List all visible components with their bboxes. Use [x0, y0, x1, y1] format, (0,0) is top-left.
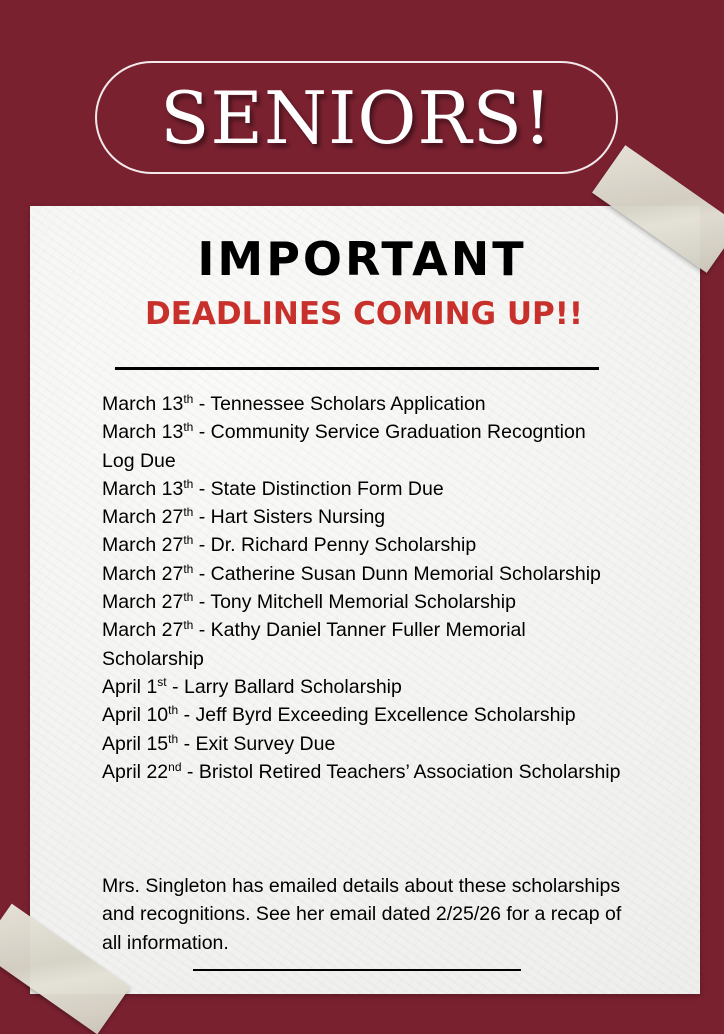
deadline-item: March 27th - Tony Mitchell Memorial Scholarship: [102, 590, 516, 614]
deadline-day: 27: [161, 562, 184, 585]
deadline-item: April 15th - Exit Survey Due: [102, 731, 336, 755]
deadline-text: Dr. Richard Penny Scholarship: [210, 534, 477, 557]
deadline-item: March 13th - Tennessee Scholars Application: [102, 392, 486, 415]
deadline-item: April 22nd - Bristol Retired Teachers’ Association Scholarship: [102, 759, 621, 783]
deadline-day: 27: [161, 591, 184, 614]
deadline-month: March: [102, 534, 157, 557]
deadline-month: March: [102, 477, 157, 500]
deadline-day: 27: [161, 506, 184, 529]
info-note: Mrs. Singleton has emailed details about these scholarships and recognitions. See her email dated 2/25/26 for a recap of all information.: [102, 875, 622, 954]
deadline-day: 27: [161, 619, 184, 642]
deadline-text: State Distinction Form Due: [210, 477, 444, 500]
deadline-day-suffix: st: [157, 674, 167, 689]
deadline-text: Larry Ballard Scholarship: [183, 675, 402, 698]
deadline-month: March: [102, 619, 157, 642]
deadline-month: April: [102, 675, 142, 698]
deadline-item: March 27th - Catherine Susan Dunn Memorial Scholarship: [102, 561, 601, 585]
deadline-item: March 13th - Community Service Graduation Recogntion Log Due: [102, 420, 586, 472]
deadline-text: Bristol Retired Teachers’ Association Scholarship: [198, 760, 621, 783]
deadline-day: 13: [161, 477, 184, 500]
deadline-month: April: [102, 704, 142, 727]
deadline-item: March 27th - Kathy Daniel Tanner Fuller Memorial Scholarship: [102, 618, 526, 670]
deadline-day-suffix: th: [168, 731, 179, 746]
deadline-day-suffix: th: [183, 618, 194, 633]
deadline-month: April: [102, 732, 142, 755]
deadline-day: 1: [146, 675, 158, 698]
deadline-text: Kathy Daniel Tanner Fuller Memorial Scholarship: [102, 619, 526, 670]
deadline-text: Exit Survey Due: [195, 732, 336, 755]
deadline-item: April 1st - Larry Ballard Scholarship: [102, 674, 402, 698]
deadline-month: March: [102, 421, 157, 444]
deadline-day-suffix: th: [183, 590, 194, 605]
deadline-item: March 13th - State Distinction Form Due: [102, 476, 444, 500]
deadline-day-suffix: th: [183, 505, 194, 520]
deadline-day-suffix: th: [183, 392, 194, 406]
deadline-item: March 27th - Dr. Richard Penny Scholarship: [102, 533, 477, 557]
deadline-day-suffix: th: [183, 561, 194, 576]
deadline-text: Jeff Byrd Exceeding Excellence Scholarship: [195, 704, 576, 727]
deadline-day-suffix: th: [183, 476, 194, 491]
deadline-day: 13: [161, 421, 184, 444]
deadline-day: 22: [146, 760, 169, 783]
deadline-month: March: [102, 562, 157, 585]
deadline-text: Hart Sisters Nursing: [210, 506, 386, 529]
title-banner: [95, 61, 618, 174]
deadline-day: 15: [146, 732, 169, 755]
heading-important: IMPORTANT: [197, 232, 527, 286]
deadline-day-suffix: nd: [168, 759, 182, 774]
page-title: SENIORS!: [160, 75, 553, 160]
deadline-month: March: [102, 506, 157, 529]
deadline-text: Catherine Susan Dunn Memorial Scholarship: [210, 562, 601, 585]
deadline-item: March 27th - Hart Sisters Nursing: [102, 505, 386, 529]
heading-deadlines-coming-up: DEADLINES COMING UP!!: [145, 296, 583, 332]
deadline-item: April 10th - Jeff Byrd Exceeding Excellence Scholarship: [102, 703, 576, 727]
deadline-day-suffix: th: [168, 703, 179, 718]
deadline-day: 27: [161, 534, 184, 557]
deadline-day-suffix: th: [183, 420, 194, 435]
deadline-day: 13: [161, 393, 184, 415]
divider-bottom: [193, 969, 521, 971]
deadline-text: Community Service Graduation Recogntion Log Due: [102, 421, 586, 472]
deadline-text: Tennessee Scholars Application: [210, 393, 486, 415]
deadline-month: March: [102, 393, 157, 415]
deadline-list: [102, 390, 622, 786]
deadline-month: April: [102, 760, 142, 783]
deadline-text: Tony Mitchell Memorial Scholarship: [210, 591, 516, 614]
divider-top: [115, 367, 599, 370]
deadline-month: March: [102, 591, 157, 614]
deadline-day-suffix: th: [183, 533, 194, 548]
deadline-day: 10: [146, 704, 169, 727]
